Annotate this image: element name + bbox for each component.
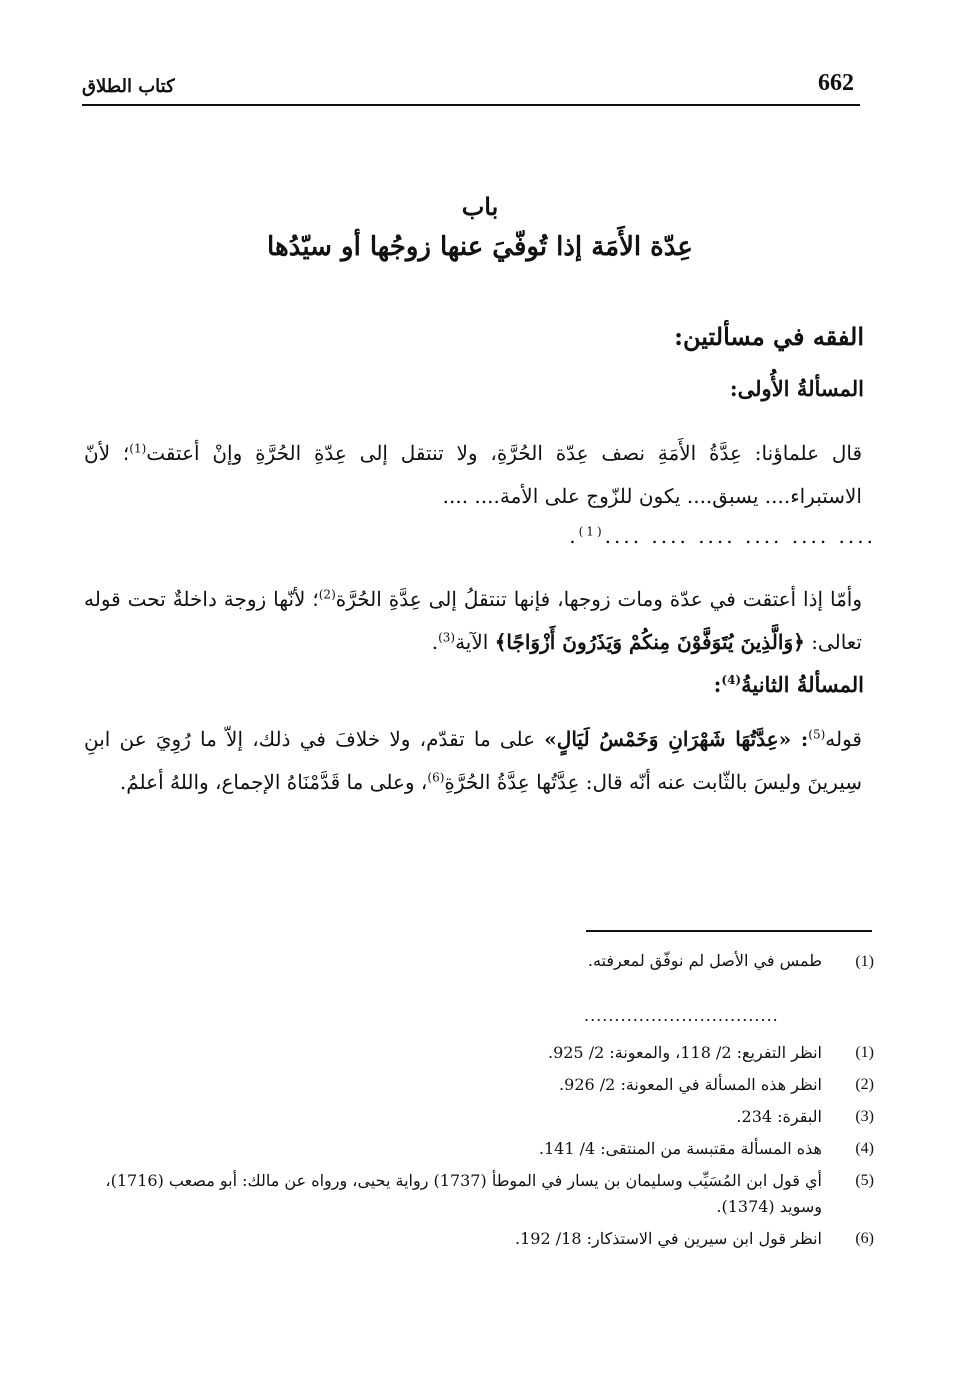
issue-one-heading: المسألةُ الأُولى: (729, 376, 864, 401)
chapter-label: باب (461, 192, 499, 221)
footnote-number: (4) (855, 1140, 874, 1157)
issue-two-heading-text: المسألةُ الثانيةُ (741, 672, 864, 697)
paragraph-text: ، وعلى ما قَدَّمْنَاهُ الإجماع، واللهُ أعلمُ. (119, 770, 428, 794)
footnote-item (84, 1040, 874, 1066)
page-number: 662 (818, 70, 854, 96)
footnote-number: (6) (855, 1230, 874, 1247)
footnote-ref[interactable]: (5) (808, 727, 826, 742)
footnote-text: طمس في الأصل لم نوفّق لمعرفته. (587, 951, 822, 970)
footnote-ref[interactable]: (1) (129, 441, 147, 456)
paragraph-text: قوله (825, 727, 862, 751)
section-heading: الفقه في مسألتين: (674, 322, 864, 351)
hadith-quote: : «عِدَّتُهَا شَهْرَانِ وَخَمْسُ لَيَالٍ» (544, 727, 809, 751)
footnote-text: البقرة: 234. (736, 1107, 822, 1126)
footnote-ref[interactable]: (2) (318, 587, 336, 602)
paragraph-text: قال علماؤنا: عِدَّةُ الأَمَةِ نصف عِدّة الحُرَّةِ، ولا تنتقل إلى عِدّةِ الحُرَّةِ وإنْ أعتقت (146, 441, 862, 465)
footnote-ref[interactable]: (6) (427, 770, 445, 785)
footnote-ref[interactable]: (1) (578, 524, 605, 539)
footnote-item (84, 1104, 874, 1130)
footnote-item (84, 1168, 874, 1220)
footnote-item (84, 1136, 874, 1162)
missing-text-dots: .... .... .... .... .... .... (604, 524, 876, 548)
footnote-separator: ................................ (584, 1006, 779, 1025)
footnote-rule (586, 930, 872, 932)
footnote-text: انظر هذه المسألة في المعونة: 2/ 926. (559, 1075, 822, 1094)
footnote-item (84, 1226, 874, 1252)
issue-one-paragraph-2: وأمّا إذا أعتقت في عدّة ومات زوجها، فإنها تنتقلُ إلى عِدَّةِ الحُرَّة$^{(2)}$؛ لأنّها زوجة داخلةٌ تحت قوله تعالى: ﴿وَالَّذِينَ يُتَوَفَّوْنَ مِنكُمْ وَيَذَرُونَ أَزْوَاجًا﴾ الآية$^{(3)}$. (84, 587, 863, 654)
footnote-number: (5) (855, 1172, 874, 1189)
footnote-text: أي قول ابن المُسَيِّب وسليمان بن يسار في الموطأ (1737) رواية يحيى، ورواه عن مالك: أبو مصعب (1716)، وسويد (1374). (105, 1171, 822, 1216)
footnote-number: (1) (855, 953, 874, 970)
quran-verse: ﴿وَالَّذِينَ يُتَوَفَّوْنَ مِنكُمْ وَيَذَرُونَ أَزْوَاجًا﴾ (494, 630, 805, 654)
paragraph-text: ؛ لأنّها زوجة داخلةٌ تحت قوله تعالى: (84, 587, 862, 654)
footnote-text: هذه المسألة مقتبسة من المنتقى: 4/ 141. (538, 1139, 822, 1158)
running-header (82, 70, 872, 106)
issue-two-paragraph (84, 718, 862, 804)
footnote-number: (3) (855, 1108, 874, 1125)
chapter-title: عِدّة الأَمَة إذا تُوفّيَ عنها زوجُها أو سيّدُها (267, 232, 693, 262)
footnote-text: انظر قول ابن سيرين في الاستذكار: 18/ 192. (515, 1229, 822, 1248)
editor-footnote (84, 948, 874, 975)
book-title: كتاب الطلاق (82, 76, 175, 97)
footnote-number: (1) (855, 1044, 874, 1061)
footnote-item (84, 1072, 874, 1098)
footnote-ref[interactable]: (3) (438, 630, 456, 645)
footnote-number: (2) (855, 1076, 874, 1093)
missing-text-line: .... .... .... .... .... ....$^{(1)}$. (569, 524, 876, 548)
paragraph-text: الآية (455, 630, 489, 654)
paragraph-text: وأمّا إذا أعتقت في عدّة ومات زوجها، فإنها تنتقلُ إلى عِدَّةِ الحُرَّة (335, 587, 863, 611)
footnote-list (84, 1040, 874, 1258)
paragraph-text: ؛ لأنّ الاستبراء.... يسبق.... يكون للزّوج على الأمة.... .... (84, 441, 862, 508)
issue-one-paragraph-1 (84, 432, 862, 518)
paragraph-text: على ما تقدّم، ولا خلافَ في ذلك، إلاّ ما رُوِيَ عن ابنِ سِيرينَ وليسَ بالثّابت عنه أنّه قال: عِدَّتُها عِدَّةُ الحُرَّةِ (84, 727, 862, 794)
footnote-text: انظر التفريع: 2/ 118، والمعونة: 2/ 925. (547, 1043, 822, 1062)
footnote-ref[interactable]: (4) (721, 673, 742, 687)
issue-two-heading: المسألةُ الثانيةُ$^{(4)}$: (713, 672, 864, 697)
header-rule (82, 104, 860, 106)
